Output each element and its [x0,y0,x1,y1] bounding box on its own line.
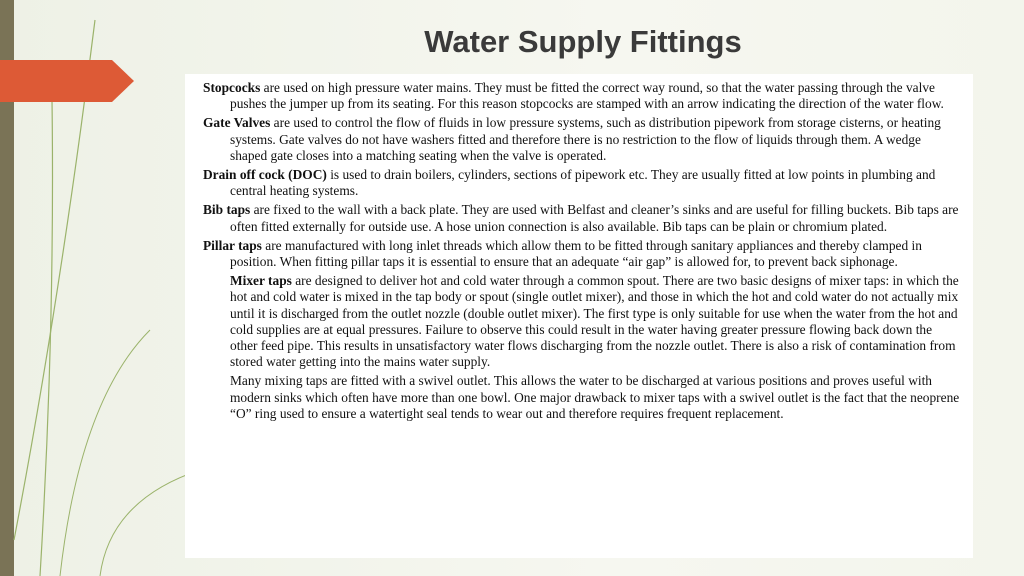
document-image [185,74,973,558]
text-mixer-taps: are designed to deliver hot and cold water through a common spout. There are two basic designs of mixer taps: in which the hot and cold water is mixed in the tap body or spout (single outlet mixer), and those in which the hot and cold water do not actually mix until it is discharged from the outlet nozzle (double outlet mixer). The first type is only suitable for use when the water from the hot and cold supplies are at equal pressures. Failure to observe this could result in the water having greater pressure flowing back down the other feed pipe. This results in unsatisfactory water flows discharging from the nozzle outlet. There is also a risk of contamination from stored water getting into the mains water supply. [230,273,959,370]
paragraph-swivel-outlet [203,373,961,422]
term-drain-off-cock: Drain off cock (DOC) [203,167,327,183]
paragraph-bib-taps [203,202,961,234]
paragraph-stopcocks [203,80,961,112]
text-drain-off-cock: is used to drain boilers, cylinders, sections of pipework etc. They are usually fitted at low points in plumbing and central heating systems. [230,167,936,199]
title-arrow-accent [0,60,134,102]
paragraph-gate-valves [203,115,961,164]
text-swivel-outlet: Many mixing taps are fitted with a swivel outlet. This allows the water to be discharged at various positions and proves useful with modern sinks which often have more than one bowl. One major drawback to mixer taps with a swivel outlet is the fact that the neoprene “O” ring used to ensure a watertight seal tends to wear out and therefore requires frequent replacement. [230,373,960,421]
term-stopcocks: Stopcocks [203,80,261,95]
slide-title: Water Supply Fittings [424,24,742,59]
term-bib-taps: Bib taps [203,202,251,218]
term-pillar-taps: Pillar taps [203,237,262,253]
text-pillar-taps: are manufactured with long inlet threads which allow them to be fitted through sanitary appliances and thereby clamped in position. When fitting pillar taps it is essential to ensure that an adequate “air gap” is allowed for, to prevent back siphonage. [230,237,922,270]
term-gate-valves: Gate Valves [203,115,271,131]
paragraph-drain-off-cock [203,167,961,199]
text-bib-taps: are fixed to the wall with a back plate. They are used with Belfast and cleaner’s sinks and are useful for filling buckets. Bib taps are often fitted externally for outside use. A hose union connection is also available. Bib taps can be plain or chromium plated. [230,202,959,234]
text-stopcocks: are used on high pressure water mains. They must be fitted the correct way round, so that the water passing through the valve pushes the jumper up from its seating. For this reason stopcocks are stamped with an arrow indicating the direction of the water flow. [230,80,944,112]
term-mixer-taps: Mixer taps [230,273,292,289]
paragraph-mixer-taps [203,273,961,370]
paragraph-pillar-taps [203,238,961,270]
text-gate-valves: are used to control the flow of fluids in low pressure systems, such as distribution pipework from storage cisterns, or heating systems. Gate valves do not have washers fitted and therefore there is no restriction to the flow of liquids through them. A wedge shaped gate closes into a matching seating when the valve is operated. [230,115,941,163]
